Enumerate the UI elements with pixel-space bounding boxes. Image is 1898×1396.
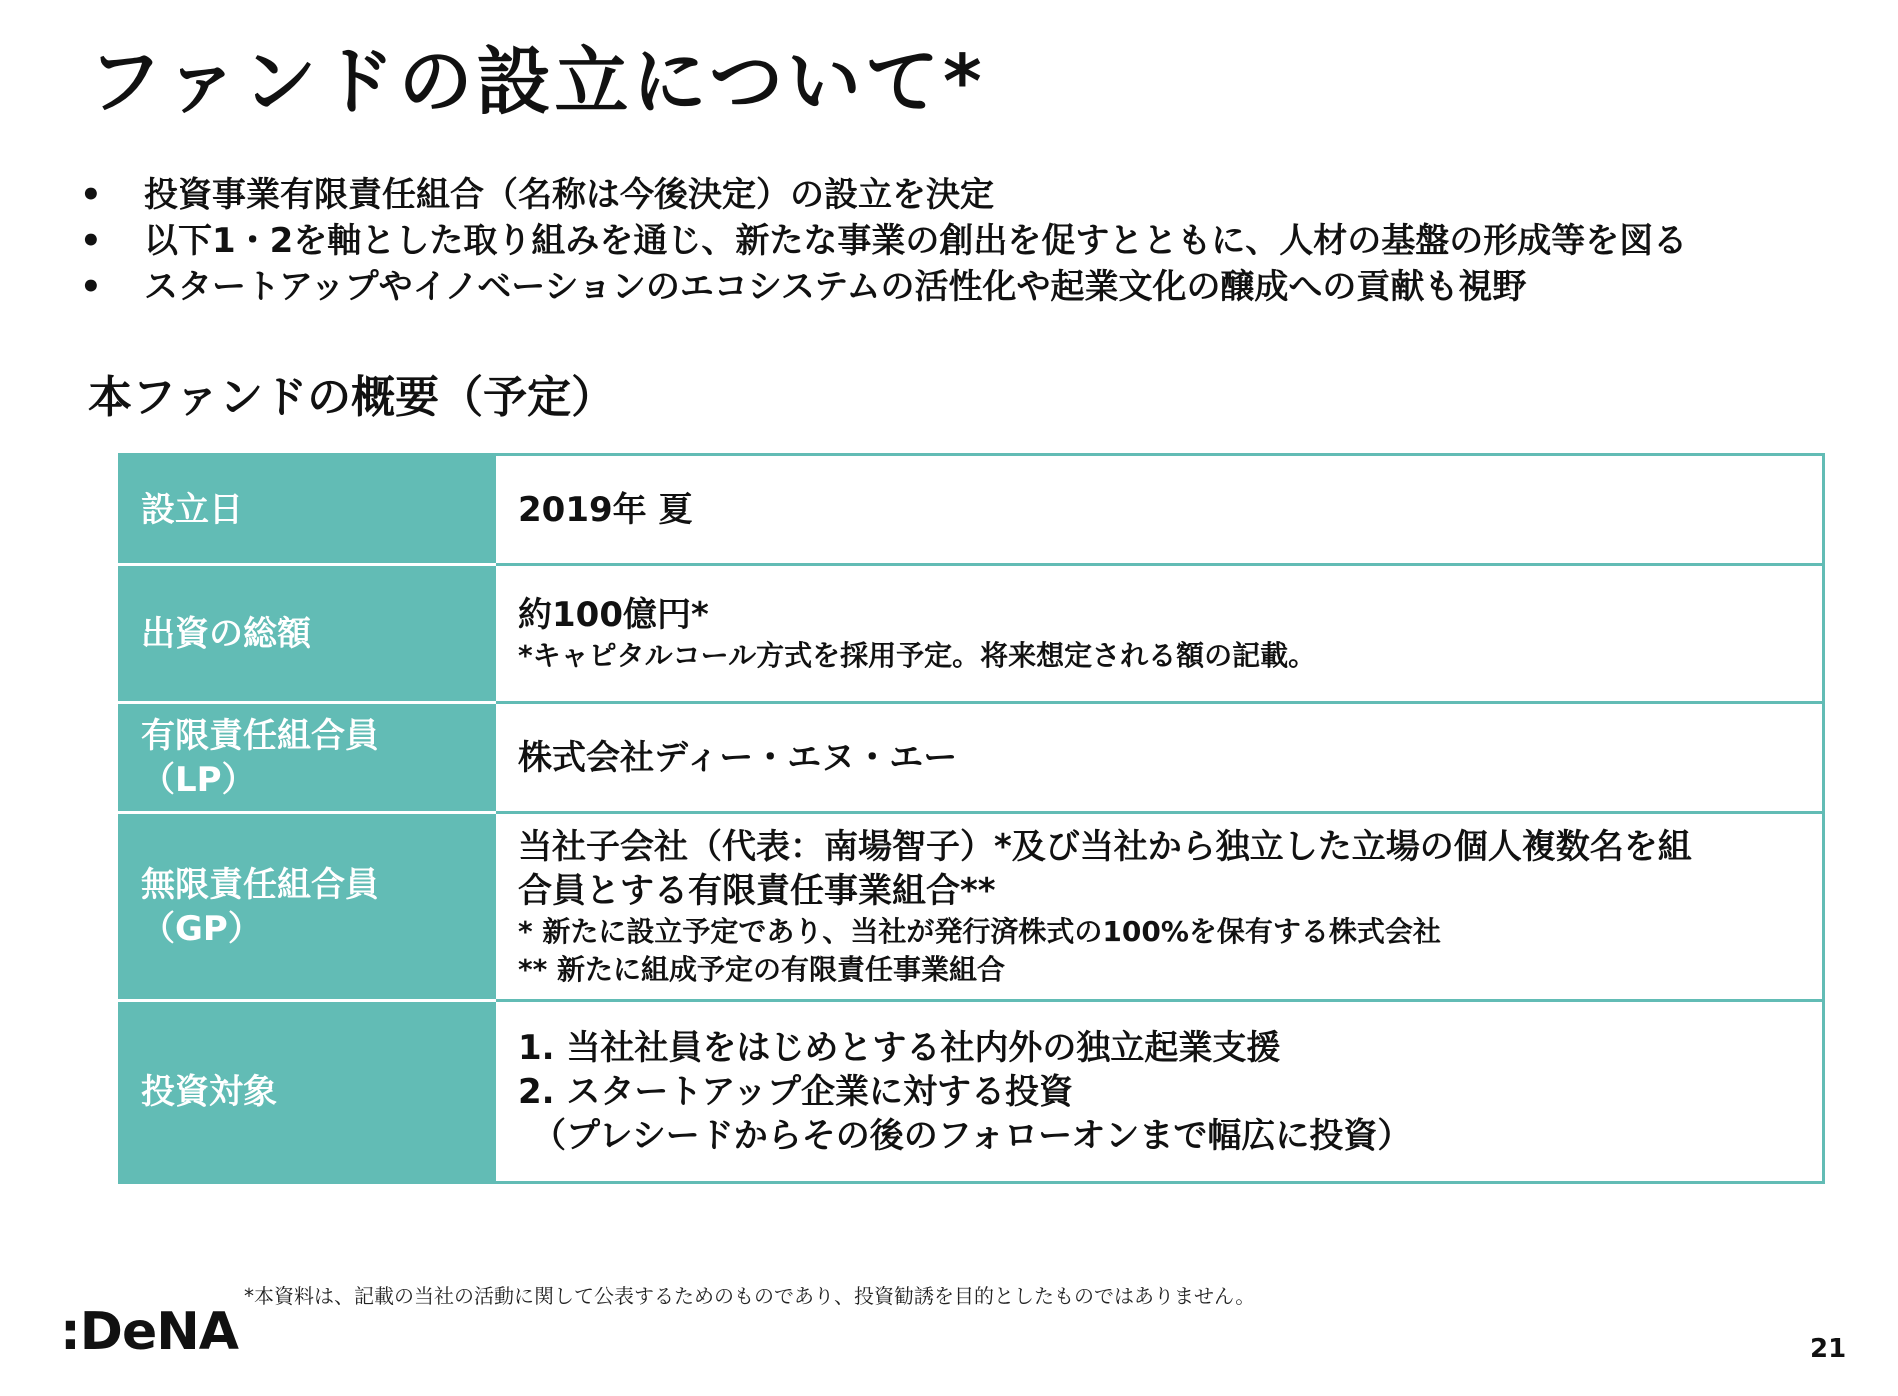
row-label (120, 703, 495, 813)
value-line: 株式会社ディー・エヌ・エー (518, 737, 958, 778)
row-value (495, 565, 1824, 703)
row-label-text: 投資対象 (141, 1071, 277, 1112)
value-line: 合員とする有限責任事業組合** (518, 870, 996, 911)
row-label (120, 813, 495, 1001)
bullet-item (78, 218, 1687, 264)
row-label-sub: （LP） (141, 759, 256, 800)
bullet-item (78, 172, 1687, 218)
slide-title: ファンドの設立について* (88, 39, 986, 125)
row-label (120, 565, 495, 703)
disclaimer-footnote: *本資料は、記載の当社の活動に関して公表するためのものであり、投資勧誘を目的としたものではありません。 (244, 1284, 1256, 1308)
row-label (120, 455, 495, 565)
table-row (120, 813, 1824, 1001)
section-title: 本ファンドの概要（予定） (88, 372, 616, 423)
bullet-text: 以下1・2を軸とした取り組みを通じ、新たな事業の創出を促すとともに、人材の基盤の形成等を図る (144, 221, 1688, 261)
bullet-text: 投資事業有限責任組合（名称は今後決定）の設立を決定 (144, 175, 994, 215)
table-row (120, 1001, 1824, 1183)
bullet-list (78, 172, 1687, 310)
bullet-symbol: • (80, 175, 102, 215)
row-value (495, 455, 1824, 565)
row-label-text: 出資の総額 (141, 613, 311, 654)
table-row (120, 703, 1824, 813)
row-label-text: 無限責任組合員 (141, 864, 379, 905)
fund-overview-table (118, 453, 1825, 1184)
value-note: * 新たに設立予定であり、当社が発行済株式の100%を保有する株式会社 (518, 914, 1441, 948)
row-value (495, 703, 1824, 813)
value-line: 2. スタートアップ企業に対する投資 (518, 1071, 1074, 1112)
bullet-symbol: • (80, 221, 102, 261)
value-note: *キャピタルコール方式を採用予定。将来想定される額の記載。 (518, 638, 1317, 672)
bullet-symbol: • (80, 267, 102, 307)
row-value (495, 813, 1824, 1001)
row-label-text: 有限責任組合員 (141, 715, 379, 756)
value-line: 当社子会社（代表：南場智子）*及び当社から独立した立場の個人複数名を組 (518, 826, 1692, 867)
row-label (120, 1001, 495, 1183)
row-label-sub: （GP） (141, 908, 262, 949)
table-row (120, 565, 1824, 703)
value-line: 約100億円* (518, 594, 709, 635)
page-number: 21 (1810, 1334, 1847, 1364)
dena-logo: :DeNA (60, 1302, 238, 1362)
row-value (495, 1001, 1824, 1183)
bullet-item (78, 264, 1687, 310)
row-label-text: 設立日 (141, 489, 243, 530)
value-note: ** 新たに組成予定の有限責任事業組合 (518, 952, 1006, 986)
table-row (120, 455, 1824, 565)
bullet-text: スタートアップやイノベーションのエコシステムの活性化や起業文化の醸成への貢献も視野 (144, 267, 1527, 307)
value-line: 1. 当社社員をはじめとする社内外の独立起業支援 (518, 1027, 1281, 1068)
value-line: 2019年 夏 (518, 489, 693, 530)
value-line: （プレシードからその後のフォローオンまで幅広に投資） (532, 1115, 1412, 1156)
